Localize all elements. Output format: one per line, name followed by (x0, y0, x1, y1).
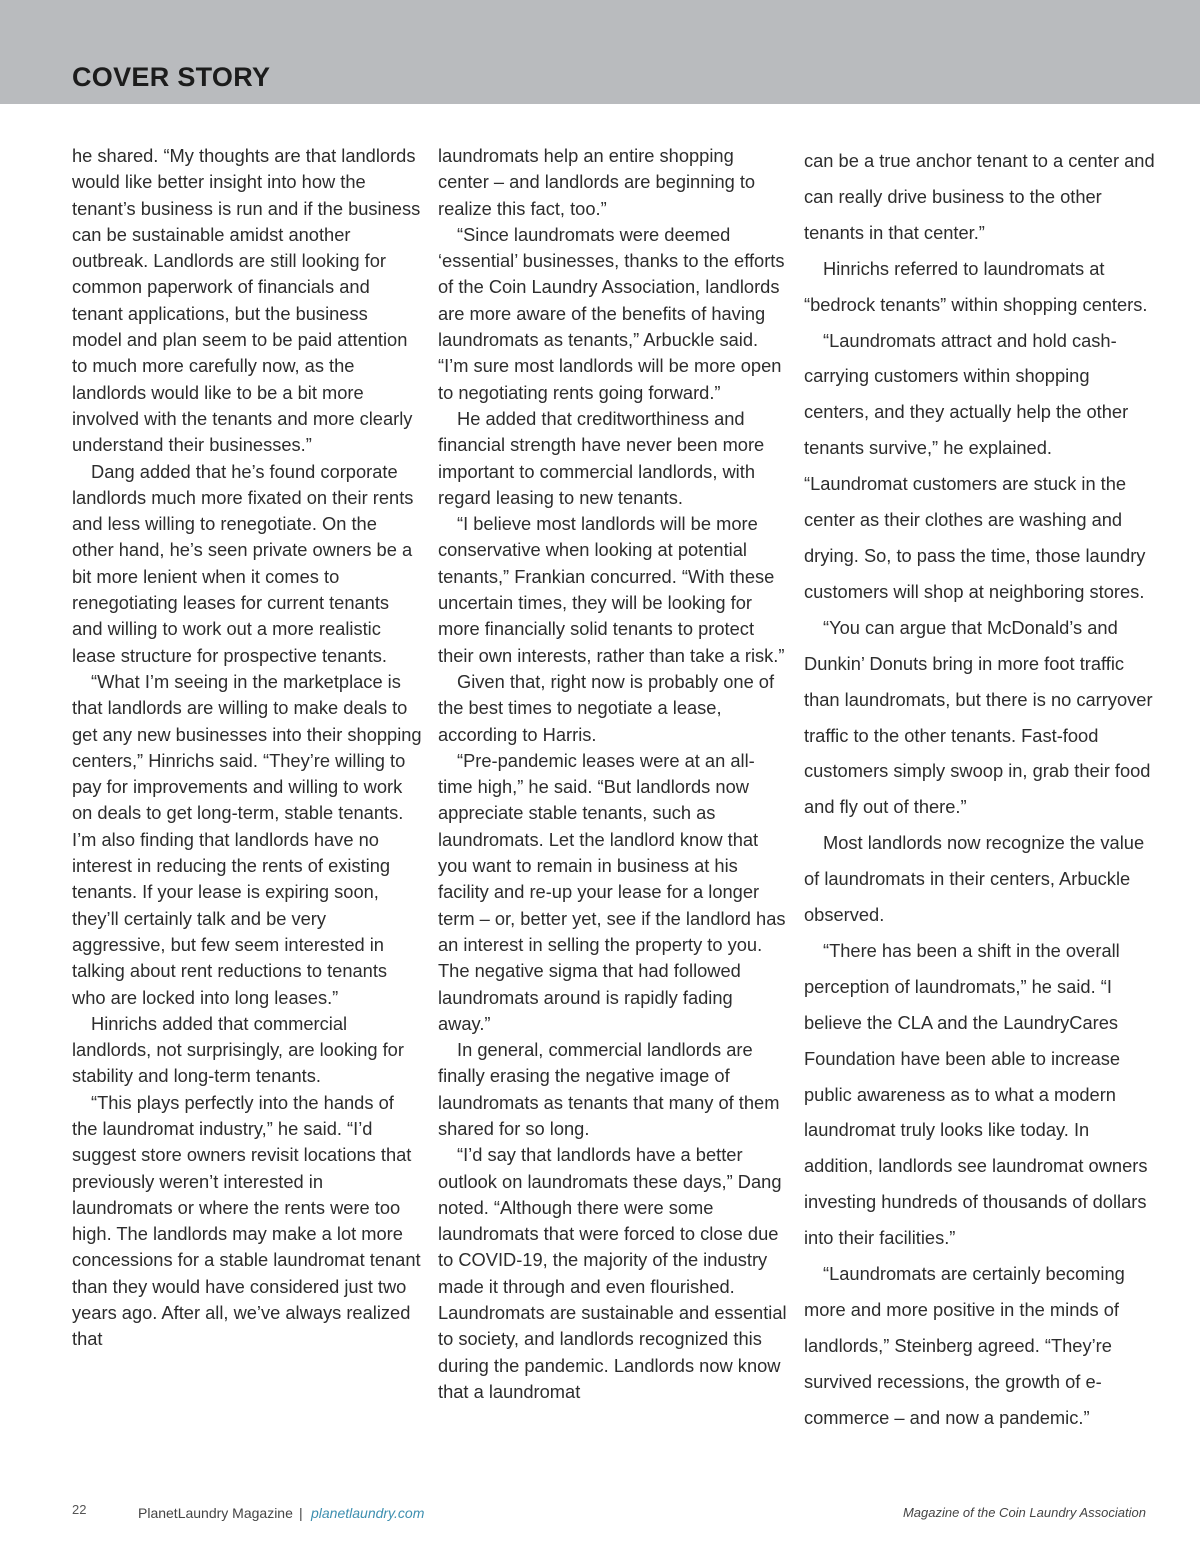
page-number: 22 (72, 1502, 87, 1517)
article-column-3 (804, 143, 1156, 1436)
paragraph: In general, commercial landlords are finally erasing the negative image of laundromats as tenants that many of them shared for so long. (438, 1039, 780, 1139)
page-footer (0, 1500, 1200, 1530)
magazine-url-link[interactable]: planetlaundry.com (311, 1505, 425, 1521)
paragraph: Dang added that he’s found corporate landlords much more fixated on their rents and less willing to renegotiate. On the other hand, he’s seen private owners be a bit more lenient when it comes to renegotiating leases for current tenants and willing to work out a more realistic lease structure for prospective tenants. (72, 460, 414, 666)
association-tagline: Magazine of the Coin Laundry Association (902, 1505, 1146, 1520)
paragraph: “Since laundromats were deemed ‘essential’ businesses, thanks to the efforts of the Coin Laundry Association, landlords are more aware of the benefits of having laundromats as tenants,” Arbuckle said. “I’m sure most landlords will be more open to negotiating rents going forward.” (438, 223, 785, 403)
paragraph: Hinrichs added that commercial landlords, not surprisingly, are looking for stability and long-term tenants. (72, 1012, 404, 1087)
paragraph: laundromats help an entire shopping center – and landlords are beginning to realize this fact, too.” (438, 145, 756, 219)
paragraph: “Laundromats attract and hold cash-carrying customers within shopping centers, and they actually help the other tenants survive,” he explained. “Laundromat customers are stuck in the center as their clothes are washing and drying. So, to pass the time, those laundry customers will shop at neighboring stores. (804, 329, 1146, 602)
article-column-1 (72, 143, 422, 1353)
magazine-name: PlanetLaundry Magazine (138, 1505, 293, 1521)
paragraph: he shared. “My thoughts are that landlords would like better insight into how the tenant’s business is run and if the business can be sustainable amidst another outbreak. Landlords are still looking for common paperwork of financials and tenant applications, but the business model and plan seem to be paid attention to much more carefully now, as the landlords would like to be a bit more involved with the tenants and more clearly understand their businesses.” (72, 145, 421, 456)
paragraph: “I’d say that landlords have a better outlook on laundromats these days,” Dang noted. “Although there were some laundromats that were forced to close due to COVID-19, the majority of the industry made it through and even flourished. Laundromats are sustainable and essential to society, and landlords recognized this during the pandemic. Landlords now know that a laundromat (438, 1144, 787, 1402)
paragraph: can be a true anchor tenant to a center and can really drive business to the other tenants in that center.” (804, 150, 1155, 243)
paragraph: “There has been a shift in the overall perception of laundromats,” he said. “I believe the CLA and the LaundryCares Foundation have been able to increase public awareness as to what a modern laundromat truly looks like today. In addition, landlords see laundromat owners investing hundreds of thousands of dollars into their facilities.” (804, 939, 1148, 1249)
paragraph: “I believe most landlords will be more conservative when looking at potential tenants,” Frankian concurred. “With these uncertain times, they will be looking for more financially solid tenants to protect their own interests, rather than take a risk.” (438, 513, 785, 666)
paragraph: “Laundromats are certainly becoming more and more positive in the minds of landlords,” Steinberg agreed. “They’re survived recessions, the growth of e-commerce – and now a pandemic.” (804, 1263, 1125, 1428)
paragraph: “Pre-pandemic leases were at an all-time high,” he said. “But landlords now appreciate stable tenants, such as laundromats. Let the landlord know that you want to remain in business at his facility and re-up your lease for a longer term – or, better yet, see if the landlord has an interest in selling the property to you. The negative sigma that had followed laundromats around is rapidly fading away.” (438, 749, 786, 1034)
article-column-2 (438, 143, 788, 1405)
paragraph: Hinrichs referred to laundromats at “bedrock tenants” within shopping centers. (804, 257, 1148, 315)
paragraph: He added that creditworthiness and financial strength have never been more important to commercial landlords, with regard leasing to new tenants. (438, 407, 765, 508)
paragraph: Most landlords now recognize the value of laundromats in their centers, Arbuckle observed. (804, 832, 1145, 926)
section-title: COVER STORY (72, 62, 271, 92)
paragraph: “This plays perfectly into the hands of the laundromat industry,” he said. “I’d suggest store owners revisit locations that previously weren’t interested in laundromats or where the rents were too high. The landlords may make a lot more concessions for a stable laundromat tenant than they would have considered just two years ago. After all, we’ve always realized that (72, 1091, 421, 1350)
paragraph: Given that, right now is probably one of the best times to negotiate a lease, according to Harris. (438, 670, 775, 745)
paragraph: “What I’m seeing in the marketplace is that landlords are willing to make deals to get any new businesses into their shopping centers,” Hinrichs said. “They’re willing to pay for improvements and willing to work on deals to get long-term, stable tenants. I’m also finding that landlords have no interest in reducing the rents of existing tenants. If your lease is expiring soon, they’ll certainly talk and be very aggressive, but few seem interested in talking about rent reductions to tenants who are locked into long leases.” (72, 670, 422, 1008)
footer-separator: | (299, 1505, 303, 1521)
paragraph: “You can argue that McDonald’s and Dunkin’ Donuts bring in more foot traffic than laundromats, but there is no carryover traffic to the other tenants. Fast-food customers simply swoop in, grab their food and fly out of there.” (804, 616, 1153, 818)
